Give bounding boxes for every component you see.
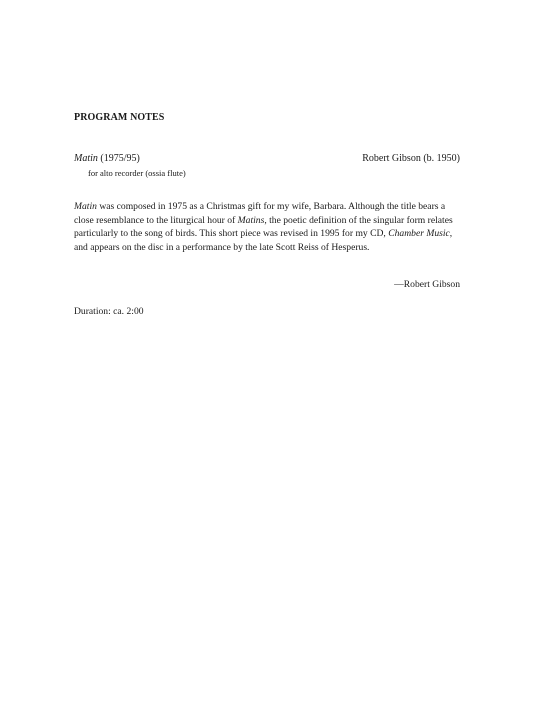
work-title-italic: Matin bbox=[74, 153, 98, 164]
page-heading: PROGRAM NOTES bbox=[74, 112, 165, 123]
work-header bbox=[74, 153, 460, 167]
work-years: (1975/95) bbox=[97, 153, 140, 164]
note-matins-ref: Matins bbox=[237, 214, 265, 226]
duration-text: Duration: ca. 2:00 bbox=[74, 306, 144, 317]
note-title-ref: Matin bbox=[74, 201, 97, 212]
note-text-1: was composed in 1975 as a Christmas gift for my wife, Barbara. Although the title bears a close resemblance to the liturgical hour of bbox=[74, 201, 446, 226]
composer-credit: Robert Gibson (b. 1950) bbox=[362, 153, 460, 164]
work-title bbox=[74, 153, 140, 164]
note-cd-title: Chamber Music bbox=[388, 228, 450, 239]
program-note-paragraph bbox=[74, 200, 460, 254]
note-text-3: , and appears on the disc in a performance by the late Scott Reiss of Hesperus. bbox=[74, 228, 453, 253]
note-text-2: , the poetic definition of the singular form relates particularly to the song of birds. This short piece was revised in 1995 for my CD, bbox=[74, 214, 453, 239]
author-signature: —Robert Gibson bbox=[394, 279, 460, 290]
instrumentation: for alto recorder (ossia flute) bbox=[88, 168, 186, 178]
program-notes-page bbox=[74, 0, 460, 711]
